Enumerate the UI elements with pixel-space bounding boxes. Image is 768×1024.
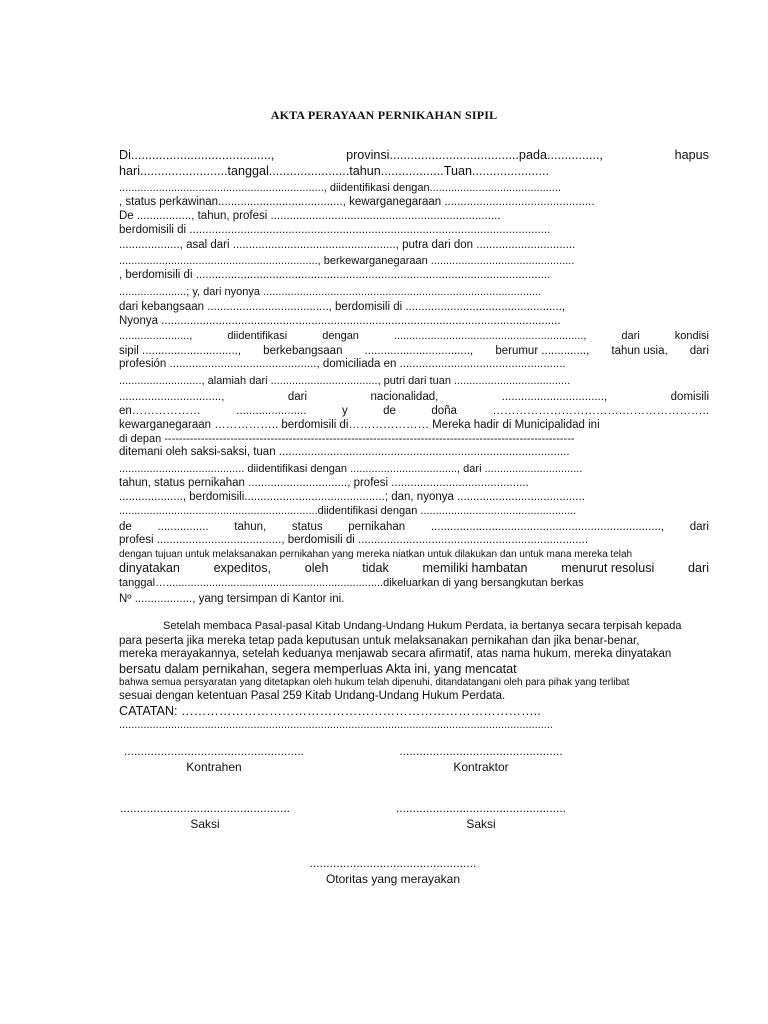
- document-line: [119, 164, 709, 179]
- line-segment: expeditos,: [213, 561, 272, 576]
- document-line: [119, 446, 709, 460]
- line-segment: para peserta jika mereka tetap pada keputusan untuk melaksanakan pernikahan dan jika benar-benar,: [119, 634, 640, 647]
- document-line: [119, 577, 709, 590]
- line-segment: dari: [689, 520, 709, 533]
- document-line: [119, 148, 709, 163]
- line-segment: ................................,: [119, 391, 225, 404]
- signature-contractor: [393, 744, 569, 774]
- line-segment: oleh: [304, 561, 329, 576]
- line-segment: ..............................................................................................................................................: [119, 719, 553, 732]
- line-segment: .................................................................diidentifikasi dengan ...................................................: [119, 505, 577, 518]
- line-segment: tahun, status pernikahan ..............................., profesi ...........................................: [119, 476, 529, 489]
- document-line: [119, 419, 709, 433]
- document-line: [119, 405, 709, 419]
- line-segment: ..................................................................., diidentifikasi dengan...........................................: [119, 182, 561, 195]
- line-segment: ................................................................., berkewarganegaraan ...............................................: [119, 254, 575, 267]
- document-line: [119, 662, 709, 677]
- line-segment: domisili: [670, 391, 709, 404]
- line-segment: bersatu dalam pernikahan, segera memperluas Akta ini, yang mencatat: [119, 662, 517, 677]
- line-segment: berumur ..............,: [495, 344, 590, 357]
- document-line: [119, 690, 709, 704]
- document-line: [119, 677, 709, 689]
- document-line: [119, 534, 709, 548]
- document-line: [119, 463, 709, 476]
- document-line: [119, 433, 709, 446]
- signature-contrahent: [119, 744, 309, 774]
- document-line: [119, 704, 709, 719]
- document-line: [119, 635, 709, 649]
- document-line: [119, 286, 709, 299]
- signature-line: ...................................................: [119, 801, 291, 815]
- document-line: [119, 477, 709, 491]
- line-segment: dinyatakan: [119, 561, 180, 576]
- line-segment: ......................................... diidentifikasi dengan ..................................., dari ................................: [119, 462, 583, 475]
- line-segment: tahun usia,: [611, 344, 668, 357]
- document-line: [119, 719, 709, 732]
- line-segment: menurut resolusi: [561, 561, 655, 576]
- line-segment: dari kebangsaan ......................................, berdomisili di .................................................,: [119, 300, 566, 313]
- document-line: [119, 255, 709, 268]
- signature-witness-1: [119, 801, 291, 831]
- line-segment: sesuai dengan ketentuan Pasal 259 Kitab Undang-Undang Hukum Perdata.: [119, 690, 506, 703]
- document-line: [119, 239, 709, 253]
- signature-label: Saksi: [466, 817, 496, 831]
- signature-line: ......................................................: [123, 744, 305, 758]
- document-line: [119, 521, 709, 535]
- line-segment: profesi ......................................., berdomisili di ........................................................................: [119, 534, 589, 547]
- line-segment: di depan ----------------------------------------------------------------------------------------------------------------: [119, 432, 575, 445]
- signature-label: Otoritas yang merayakan: [325, 872, 461, 886]
- document-title: AKTA PERAYAAN PERNIKAHAN SIPIL: [270, 108, 498, 122]
- document-line: [119, 648, 709, 662]
- signature-line: ...................................................: [395, 801, 567, 815]
- document-line: [119, 375, 709, 388]
- signature-label: Kontraktor: [453, 760, 509, 774]
- line-segment: …………………………….…………………..: [492, 405, 709, 418]
- line-segment: sipil ..............................,: [119, 344, 242, 357]
- line-segment: hapus: [674, 148, 709, 162]
- line-segment: Setelah membaca Pasal-pasal Kitab Undang-Undang Hukum Perdata, ia bertanya secara terpisah kepada: [163, 620, 682, 633]
- document-line: [119, 315, 709, 329]
- line-segment: ..........................., alamiah dari ..................................., putri dari tuan ......................................: [119, 375, 571, 388]
- line-segment: nacionalidad,: [370, 391, 439, 404]
- line-segment: ..................., asal dari ..................................................., putra dari don ...............................: [119, 238, 576, 251]
- document-body: [119, 148, 709, 732]
- line-segment: Di........................................,: [119, 148, 275, 162]
- signature-authority: [298, 856, 488, 886]
- line-segment: tidak: [362, 561, 389, 576]
- line-segment: .................................,: [364, 344, 474, 357]
- line-segment: berkebangsaan: [263, 344, 343, 357]
- document-line: [119, 561, 709, 576]
- line-segment: CATATAN: …………………………………………………………………………..: [119, 704, 541, 719]
- line-segment: kondisi: [674, 330, 709, 343]
- line-segment: pernikahan: [348, 520, 406, 533]
- line-segment: hari.........................tanggal.......................tahun..................Tuan......................: [119, 164, 549, 179]
- line-segment: dengan: [322, 330, 359, 343]
- line-segment: bahwa semua persyaratan yang ditetapkan oleh hukum telah dipenuhi, ditandatangani oleh para pihak yang terlibat: [119, 677, 630, 689]
- document-line: [119, 269, 709, 283]
- line-segment: y: [341, 405, 348, 418]
- line-segment: ................: [157, 520, 209, 533]
- line-segment: tanggal….......................................................................dikeluarkan di yang bersangkutan berkas: [119, 577, 584, 590]
- document-line: [119, 330, 709, 343]
- document-line: [119, 391, 709, 405]
- line-segment: ......................; y, dari nyonya ...........................................................................................: [119, 285, 542, 298]
- document-line: [119, 620, 709, 633]
- document-line: [119, 505, 709, 518]
- line-segment: memiliki hambatan: [422, 561, 528, 576]
- line-segment: ......................: [236, 405, 307, 418]
- line-segment: , status perkawinan......................................., kewarganegaraan ...............................................: [119, 196, 595, 209]
- signature-witness-2: [393, 801, 569, 831]
- document-line: [119, 210, 709, 224]
- document-line: [119, 345, 709, 359]
- line-segment: berdomisili di .................................................................................................................: [119, 224, 551, 236]
- line-segment: kewarganegaraan …………….. berdomisili di………………… Mereka hadir di Municipalidad ini: [119, 418, 600, 431]
- line-segment: ........................................................................,: [430, 520, 665, 533]
- line-segment: status: [291, 520, 323, 533]
- line-segment: ditemani oleh saksi-saksi, tuan ...........................................................................................: [119, 445, 570, 458]
- line-segment: doña: [431, 405, 457, 418]
- document-line: [119, 182, 709, 195]
- document-line: [119, 491, 709, 505]
- line-segment: mereka merayakannya, setelah keduanya menjawab secara afirmatif, atas nama hukum, mereka dinyatakan: [119, 648, 672, 661]
- line-segment: dengan tujuan untuk melaksanakan pernikahan yang mereka niatkan untuk dilakukan dan untuk mana mereka telah: [119, 549, 633, 561]
- line-segment: dari: [689, 344, 709, 357]
- document-line: [119, 224, 709, 238]
- line-segment: ..............................................................,: [393, 330, 587, 343]
- line-segment: , berdomisili di ...............................................................................................................: [119, 268, 551, 281]
- document-line: [119, 196, 709, 210]
- document-line: [119, 358, 709, 372]
- line-segment: ...................., berdomisili............................................; dan, nyonya ........................................: [119, 490, 585, 503]
- line-segment: dari: [688, 561, 709, 576]
- line-segment: Nº .................., yang tersimpan di Kantor ini.: [119, 592, 345, 605]
- line-segment: dari: [287, 391, 308, 404]
- signature-line: .................................................: [399, 744, 563, 758]
- document-line: [119, 593, 709, 607]
- line-segment: profesión .............................................., domiciliada en ....................................................: [119, 358, 566, 371]
- line-segment: ................................,: [501, 391, 608, 404]
- line-segment: de: [383, 405, 396, 418]
- signature-line: ..................................................: [309, 856, 477, 870]
- line-segment: tahun,: [234, 520, 267, 533]
- document-line: [119, 301, 709, 315]
- signature-label: Kontrahen: [186, 760, 242, 774]
- signature-label: Saksi: [190, 817, 220, 831]
- line-segment: Nyonya .............................................................................................................................: [119, 314, 561, 327]
- line-segment: .......................,: [119, 330, 193, 343]
- line-segment: De ................., tahun, profesi ........................................................................: [119, 210, 501, 223]
- document-line: [119, 549, 709, 561]
- line-segment: de: [119, 520, 132, 533]
- line-segment: provinsi.....................................pada...............,: [346, 148, 603, 162]
- line-segment: diidentifikasi: [227, 330, 288, 343]
- line-segment: dari: [621, 330, 640, 343]
- line-segment: en………………: [119, 405, 201, 418]
